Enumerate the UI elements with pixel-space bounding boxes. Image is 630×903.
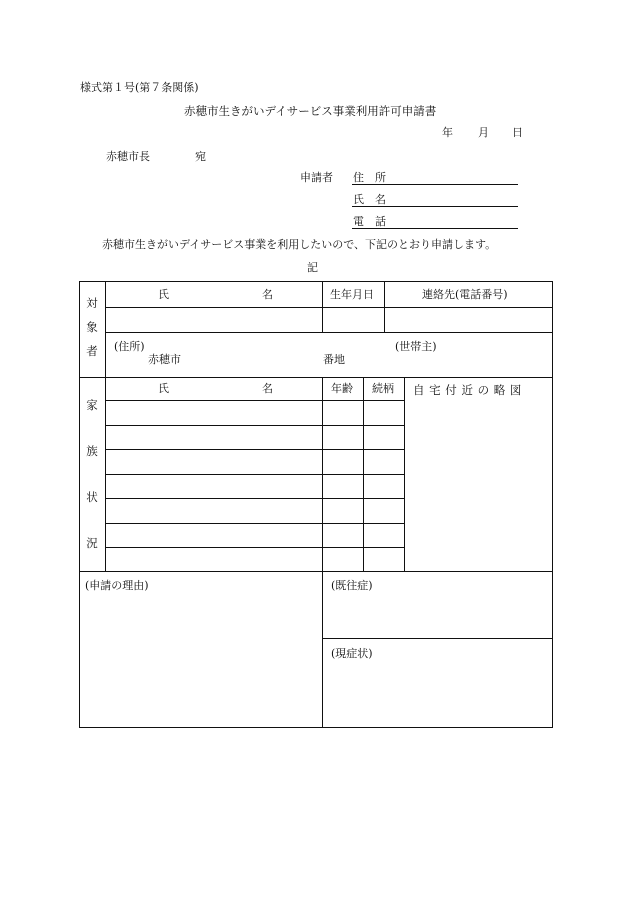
subject-name-header-1: 氏 (158, 288, 169, 301)
subject-name-header-2: 名 (262, 288, 273, 301)
family-age-header: 年齢 (331, 382, 353, 395)
family-relation-header: 続柄 (372, 382, 394, 395)
subject-banchi: 番地 (323, 353, 345, 366)
subject-birthdate-header: 生年月日 (330, 288, 374, 301)
date-day-label: 日 (512, 126, 523, 139)
statement-text: 赤穂市生きがいデイサービス事業を利用したいので、下記のとおり申請します。 (102, 238, 497, 251)
date-year-label: 年 (442, 126, 453, 139)
applicant-label: 申請者 (300, 171, 333, 184)
reason-label: (申請の理由) (85, 579, 149, 592)
date-month-label: 月 (478, 126, 489, 139)
reason-field[interactable] (80, 596, 321, 727)
family-section-label: 家 族 状 況 (86, 398, 98, 550)
subject-birthdate-cell[interactable] (323, 308, 383, 331)
subject-name-cell[interactable] (106, 308, 321, 331)
subject-section-label: 対 象 者 (86, 296, 98, 358)
home-map-area[interactable] (405, 400, 552, 570)
addressee-suffix: 宛 (195, 150, 206, 163)
ki-label: 記 (307, 261, 318, 274)
past-illness-label: (既往症) (331, 579, 373, 592)
subject-address-label: (住所) (114, 340, 145, 353)
family-name-header-2: 名 (262, 382, 273, 395)
home-map-label: 自 宅 付 近 の 略 図 (413, 383, 522, 397)
applicant-name-label: 氏 名 (353, 193, 386, 206)
applicant-address-field[interactable] (352, 184, 518, 185)
applicant-address-label: 住 所 (353, 171, 386, 184)
applicant-phone-field[interactable] (352, 228, 518, 229)
current-condition-label: (現症状) (331, 647, 373, 660)
household-head-label: (世帯主) (395, 340, 437, 353)
subject-city: 赤穂市 (148, 353, 181, 366)
form-title: 赤穂市生きがいデイサービス事業利用許可申請書 (184, 104, 437, 118)
subject-contact-cell[interactable] (385, 308, 551, 331)
past-illness-field[interactable] (323, 596, 552, 637)
applicant-name-field[interactable] (352, 206, 518, 207)
addressee: 赤穂市長 (106, 150, 150, 163)
current-condition-field[interactable] (323, 664, 552, 727)
form-number: 様式第１号(第７条関係) (80, 81, 199, 94)
family-name-header-1: 氏 (158, 382, 169, 395)
subject-contact-header: 連絡先(電話番号) (422, 288, 508, 301)
applicant-phone-label: 電 話 (353, 215, 386, 228)
